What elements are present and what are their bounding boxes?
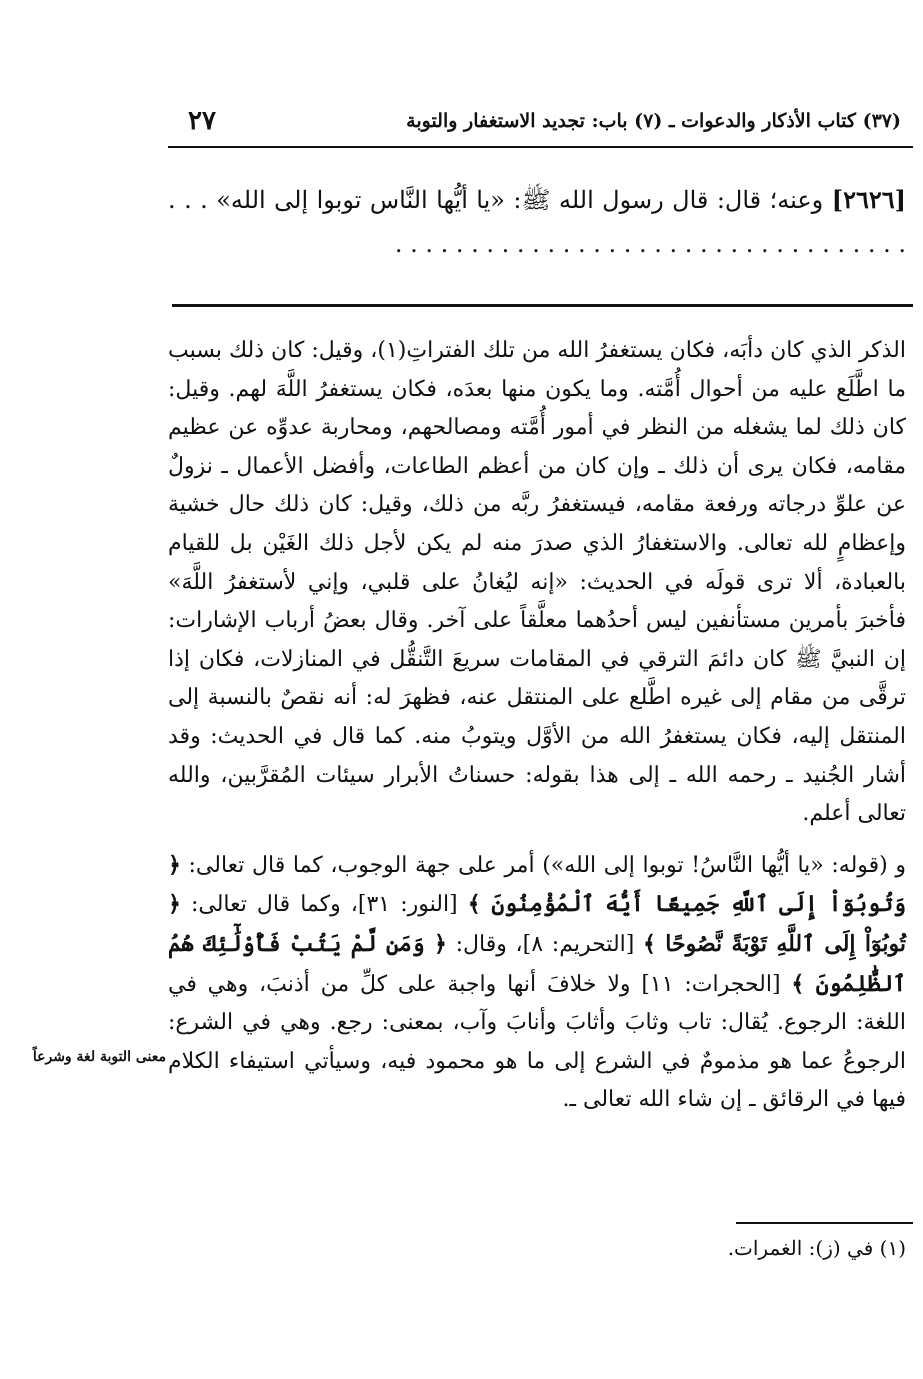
commentary-text: [التحريم: ٨]، وقال: — [446, 931, 644, 957]
section-rule — [172, 304, 913, 307]
margin-note: معنى التوبة لغة وشرعاً — [32, 1049, 166, 1065]
hadith-dots: . . . . . . . . . . . . . . . . . . . . . . . . . . . . . . . . . . . . . — [168, 186, 906, 258]
footnote-rule — [736, 1222, 913, 1224]
hadith-number: [٢٦٢٦] — [831, 185, 906, 214]
chapter-title: (٣٧) كتاب الأذكار والدعوات ـ (٧) باب: تجديد الاستغفار والتوبة — [406, 110, 901, 132]
commentary-text: [النور: ٣١]، وكما قال تعالى: — [180, 892, 468, 918]
commentary-text: [الحجرات: ١١] ولا خلافَ أنها واجبة على كلِّ من أذنبَ، وهي في اللغة: الرجوع. يُقال: تاب وثابَ وأثابَ وأنابَ وآب، بمعنى: رجع. وهي في الشرع: الرجوعُ عما هو مذمومٌ في الشرع إلى ما هو محمود فيه، وسيأتي استيفاء الكلام فيها في الرقائق ـ إن شاء الله تعالى ـ. — [168, 971, 906, 1113]
quran-verse: ﴿ وَتُوبُوٓاْ إِلَى ٱللَّهِ جَمِيعًا أَيُّهَ ٱلْمُؤْمِنُونَ ﴾ — [168, 851, 906, 918]
commentary-paragraph — [168, 846, 906, 1120]
commentary-paragraph: الذكر الذي كان دأبَه، فكان يستغفرُ الله من تلك الفتراتِ(١)، وقيل: كان ذلك بسبب ما اطَّلَع عليه من أحوال أُمَّته. وما يكون منها بعدَه، فكان يستغفرُ اللَّهَ لهم. وقيل: كان ذلك لما يشغله من النظر في أمور أُمَّته ومصالحهم، ومحاربة عدوِّه عن عظيم مقامه، فكان يرى أن ذلك ـ وإن كان من أعظم الطاعات، وأفضل الأعمال ـ نزولٌ عن علوِّ درجاته ورفعة مقامه، فيستغفرُ ربَّه من ذلك، وقيل: كان ذلك حال خشية وإعظامٍ لله تعالى. والاستغفارُ الذي صدرَ منه لم يكن لأجل ذلك الغَيْن بل للقيام بالعبادة، ألا ترى قولَه في الحديث: «إنه ليُغانُ على قلبي، وإني لأستغفرُ اللَّهَ» فأخبرَ بأمرين مستأنفين ليس أحدُهما معلَّقاً على آخر. وقال بعضُ أرباب الإشارات: إن النبيَّ ﷺ كان دائمَ الترقي في المقامات سريعَ التَّنقُّل في المنازلات، فكان إذا ترقَّى من مقام إلى غيره اطَّلع على المنتقل عنه، فظهرَ له: أنه نقصٌ بالنسبة إلى المنتقل إليه، فكان يستغفرُ الله من الأوَّل ويتوبُ منه. كما قال في الحديث: وقد أشار الجُنيد ـ رحمه الله ـ إلى هذا بقوله: حسناتُ الأبرار سيئات المُقرَّبين، والله تعالى أعلم. — [168, 338, 907, 827]
quran-verse: ﴿ تُوبُوٓاْ إِلَى ٱللَّهِ تَوْبَةً نَّصُوحًا ﴾ — [168, 891, 906, 957]
footnote: (١) في (ز): الغمرات. — [727, 1236, 906, 1260]
hadith-body: وعنه؛ قال: قال رسول الله ﷺ: «يا أيُّها النَّاس توبوا إلى الله» — [216, 186, 824, 214]
commentary — [168, 332, 906, 1120]
hadith-text — [168, 178, 906, 266]
page-number: ٢٧ — [188, 106, 216, 136]
header-rule — [168, 146, 913, 148]
commentary-text: و (قوله: «يا أيُّها النَّاسُ! توبوا إلى الله») أمر على جهة الوجوب، كما قال تعالى: — [180, 852, 906, 878]
running-header — [168, 108, 913, 140]
quran-verse: ﴿ وَمَن لَّمْ يَتُبْ فَأُوْلَٰٓئِكَ هُمُ ٱلظَّٰلِمُونَ ﴾ — [168, 930, 906, 997]
